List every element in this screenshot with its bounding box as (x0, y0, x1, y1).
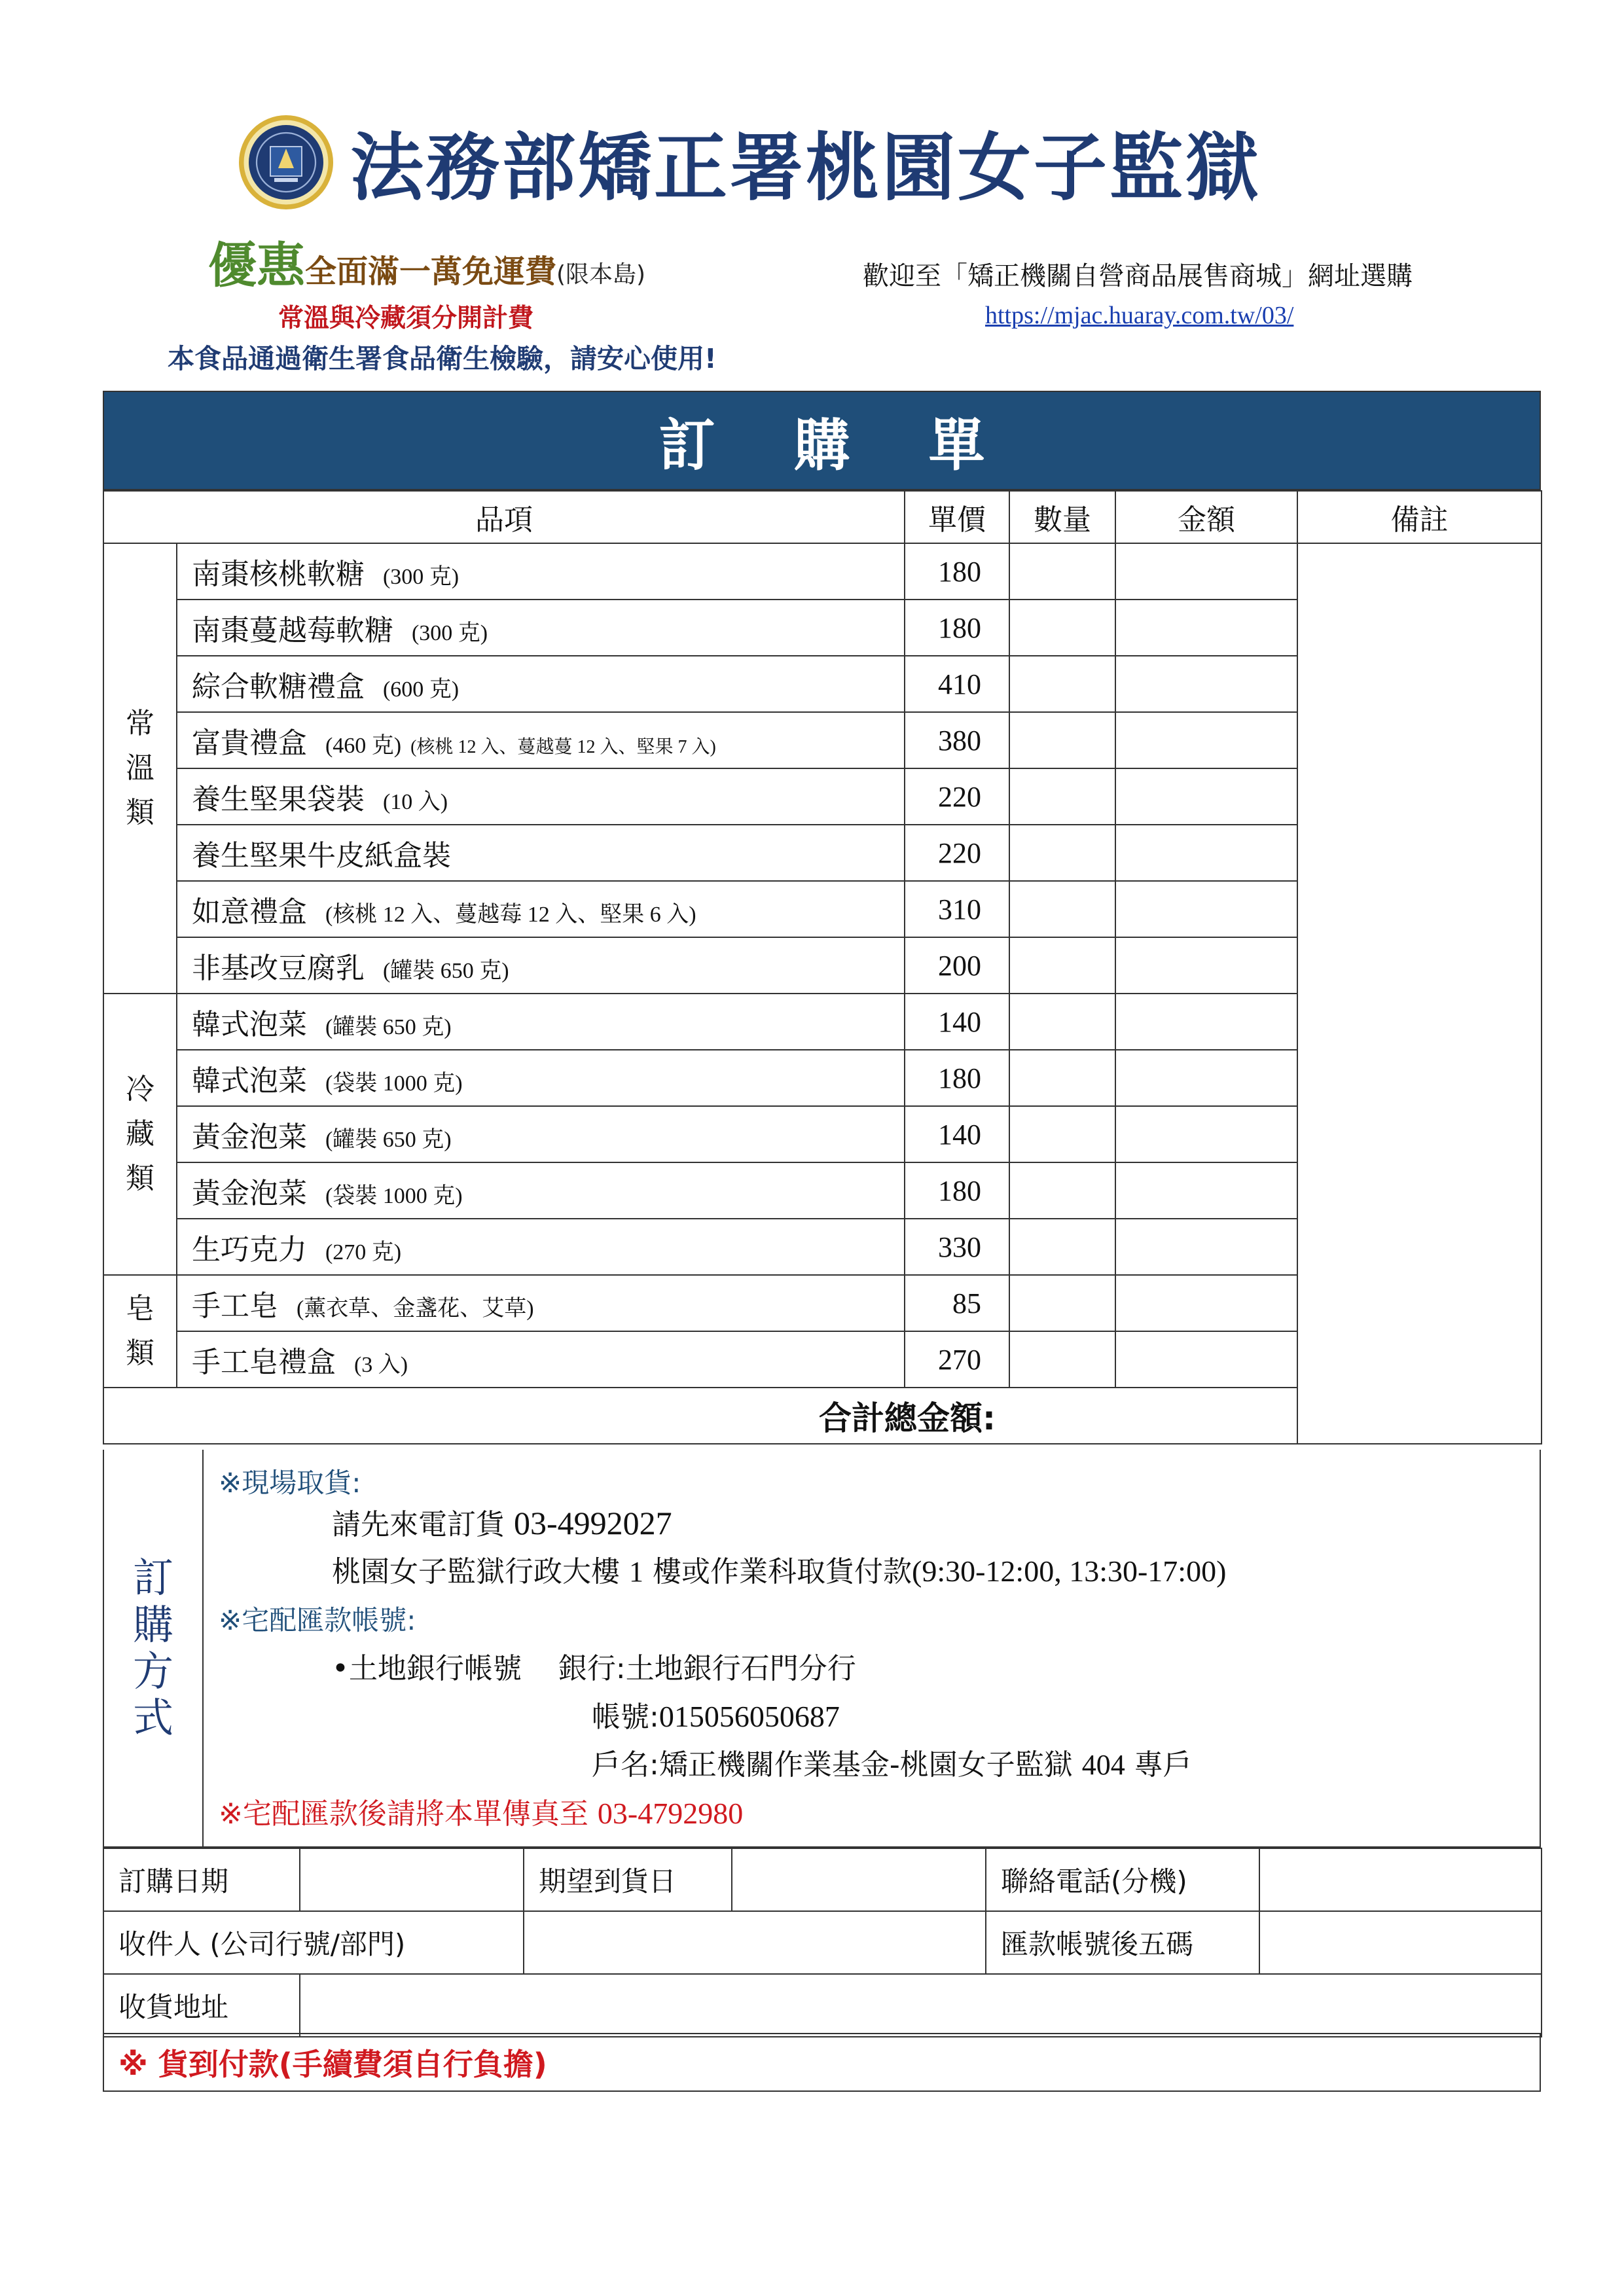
fax-number: 03-4792980 (597, 1797, 744, 1830)
item-price: 220 (905, 768, 1009, 825)
qty-field[interactable] (1009, 1331, 1115, 1388)
item-note: (袋裝 1000 克) (325, 1184, 463, 1208)
item-note: (460 克) (325, 734, 402, 758)
emblem-logo (237, 113, 335, 211)
promo-big: 優惠 (208, 238, 305, 294)
col-header-amount: 金額 (1115, 491, 1297, 543)
amount-field[interactable] (1115, 1331, 1297, 1388)
expected-date-field[interactable] (732, 1848, 986, 1911)
item-name-cell (177, 825, 905, 881)
amount-field[interactable] (1115, 656, 1297, 712)
col-header-price: 單價 (905, 491, 1009, 543)
item-price: 180 (905, 1162, 1009, 1219)
amount-field[interactable] (1115, 543, 1297, 600)
order-form-heading (103, 391, 1541, 490)
item-name-cell (177, 1275, 905, 1331)
pickup-phone: 03-4992027 (514, 1505, 672, 1541)
item-name: 南棗核桃軟糖 (192, 558, 365, 591)
address-field[interactable] (300, 1974, 1542, 2037)
holder-line: 戶名:矯正機關作業基金-桃園女子監獄 404 專戶 (592, 1748, 1192, 1782)
item-name: 生巧克力 (192, 1233, 307, 1266)
qty-field[interactable] (1009, 1162, 1115, 1219)
item-note: (3 入) (353, 1353, 408, 1377)
amount-field[interactable] (1115, 1106, 1297, 1162)
account-number: 015056050687 (659, 1700, 840, 1733)
store-url-link[interactable]: https://mjac.huaray.com.tw/03/ (985, 302, 1294, 329)
contact-phone-label: 聯絡電話(分機) (986, 1848, 1259, 1911)
item-name-cell (177, 1106, 905, 1162)
pickup-title: ※現場取貨: (219, 1467, 361, 1499)
item-note: (300 克) (411, 621, 488, 645)
item-name-cell (177, 656, 905, 712)
item-name: 黃金泡菜 (192, 1121, 307, 1154)
amount-field[interactable] (1115, 768, 1297, 825)
delivery-title: ※宅配匯款帳號: (219, 1604, 416, 1636)
table-row (103, 543, 1542, 600)
item-price: 180 (905, 543, 1009, 600)
qty-field[interactable] (1009, 994, 1115, 1050)
amount-field[interactable] (1115, 1219, 1297, 1275)
qty-field[interactable] (1009, 600, 1115, 656)
item-name-cell (177, 600, 905, 656)
item-name-cell (177, 1162, 905, 1219)
recipient-field[interactable] (524, 1911, 986, 1974)
order-method-section (103, 1450, 1541, 1848)
item-name: 韓式泡菜 (192, 1008, 307, 1041)
amount-field[interactable] (1115, 1050, 1297, 1106)
item-name: 非基改豆腐乳 (192, 952, 365, 985)
promo-limit: (限本島) (556, 261, 646, 288)
pickup-place-line: 桃園女子監獄行政大樓 1 樓或作業科取貨付款(9:30-12:00, 13:30-17:00) (332, 1554, 1227, 1588)
item-name-cell (177, 994, 905, 1050)
item-note: (袋裝 1000 克) (325, 1071, 463, 1096)
welcome-text: 歡迎至「矯正機關自營商品展售商城」網址選購 (863, 261, 1413, 291)
item-name: 黃金泡菜 (192, 1177, 307, 1210)
item-name: 養生堅果袋裝 (192, 783, 365, 816)
promo-banner (208, 237, 645, 295)
item-price: 220 (905, 825, 1009, 881)
promo-free-shipping: 全面滿一萬免運費 (305, 253, 557, 290)
item-price: 310 (905, 881, 1009, 937)
category-soap: 皂類 (103, 1275, 177, 1388)
remark-field[interactable] (1297, 543, 1542, 1444)
form-row (103, 1848, 1542, 1911)
amount-field[interactable] (1115, 937, 1297, 994)
category-chilled: 冷藏類 (103, 994, 177, 1275)
item-price: 140 (905, 994, 1009, 1050)
item-note: (薰衣草、金盞花、艾草) (296, 1297, 534, 1321)
qty-field[interactable] (1009, 656, 1115, 712)
col-header-item: 品項 (103, 491, 905, 543)
item-price: 410 (905, 656, 1009, 712)
category-normal: 常溫類 (103, 543, 177, 994)
qty-field[interactable] (1009, 1106, 1115, 1162)
item-price: 140 (905, 1106, 1009, 1162)
order-method-label: 訂購方式 (104, 1450, 204, 1846)
account-line: 帳號:015056050687 (592, 1700, 840, 1734)
cash-on-delivery-note: ※ 貨到付款(手續費須自行負擔) (103, 2033, 1541, 2092)
item-price: 330 (905, 1219, 1009, 1275)
amount-field[interactable] (1115, 881, 1297, 937)
separate-billing-note: 常溫與冷藏須分開計費 (278, 304, 534, 333)
item-name: 手工皂禮盒 (192, 1346, 336, 1379)
order-date-field[interactable] (300, 1848, 524, 1911)
total-label: 合計總金額: (103, 1388, 1297, 1444)
qty-field[interactable] (1009, 1275, 1115, 1331)
order-table (103, 490, 1542, 1444)
recipient-label: 收件人 (公司行號/部門) (103, 1911, 524, 1974)
qty-field[interactable] (1009, 712, 1115, 768)
amount-field[interactable] (1115, 994, 1297, 1050)
item-name: 手工皂 (192, 1289, 278, 1323)
qty-field[interactable] (1009, 1219, 1115, 1275)
item-price: 85 (905, 1275, 1009, 1331)
account-last5-field[interactable] (1259, 1911, 1542, 1974)
expected-date-label: 期望到貨日 (524, 1848, 732, 1911)
item-name-cell (177, 1331, 905, 1388)
qty-field[interactable] (1009, 825, 1115, 881)
item-note: (270 克) (325, 1240, 402, 1265)
item-name-cell (177, 1219, 905, 1275)
item-note: (10 入) (382, 790, 448, 814)
item-name: 南棗蔓越莓軟糖 (192, 614, 393, 647)
item-name: 如意禮盒 (192, 895, 307, 929)
item-name: 養生堅果牛皮紙盒裝 (192, 839, 451, 872)
account-last5-label: 匯款帳號後五碼 (986, 1911, 1259, 1974)
item-name: 富貴禮盒 (192, 726, 307, 760)
item-name-cell (177, 937, 905, 994)
item-price: 380 (905, 712, 1009, 768)
item-note: (600 克) (382, 677, 460, 702)
order-date-label: 訂購日期 (103, 1848, 300, 1911)
col-header-qty: 數量 (1009, 491, 1115, 543)
item-name: 綜合軟糖禮盒 (192, 670, 365, 704)
amount-field[interactable] (1115, 1162, 1297, 1219)
item-note: (300 克) (382, 565, 460, 589)
table-header-row (103, 491, 1542, 543)
form-row (103, 1911, 1542, 1974)
qty-field[interactable] (1009, 881, 1115, 937)
item-note: (罐裝 650 克) (325, 1128, 452, 1152)
amount-field[interactable] (1115, 1275, 1297, 1331)
item-price: 180 (905, 600, 1009, 656)
qty-field[interactable] (1009, 937, 1115, 994)
item-note-detail: (核桃 12 入、蔓越蔓 12 入、堅果 7 入) (410, 737, 716, 757)
amount-field[interactable] (1115, 825, 1297, 881)
pickup-phone-line: 請先來電訂貨 03-4992027 (332, 1505, 672, 1541)
amount-field[interactable] (1115, 600, 1297, 656)
order-heading-text: 訂購單 (659, 413, 1064, 478)
item-note: (罐裝 650 克) (325, 1015, 452, 1039)
amount-field[interactable] (1115, 712, 1297, 768)
item-note: (核桃 12 入、蔓越莓 12 入、堅果 6 入) (325, 903, 696, 927)
address-label: 收貨地址 (103, 1974, 300, 2037)
item-price: 180 (905, 1050, 1009, 1106)
col-header-remark: 備註 (1297, 491, 1542, 543)
customer-info-table (103, 1848, 1542, 2037)
contact-phone-field[interactable] (1259, 1848, 1542, 1911)
inspection-note: 本食品通過衛生署食品衛生檢驗，請安心使用! (168, 343, 717, 374)
item-name-cell (177, 1050, 905, 1106)
item-price: 200 (905, 937, 1009, 994)
item-name-cell (177, 543, 905, 600)
qty-field[interactable] (1009, 768, 1115, 825)
item-name-cell (177, 768, 905, 825)
item-name-cell (177, 881, 905, 937)
item-name: 韓式泡菜 (192, 1064, 307, 1098)
item-price: 270 (905, 1331, 1009, 1388)
fax-line: ※宅配匯款後請將本單傳真至 03-4792980 (219, 1797, 744, 1831)
qty-field[interactable] (1009, 543, 1115, 600)
item-note: (罐裝 650 克) (382, 959, 509, 983)
qty-field[interactable] (1009, 1050, 1115, 1106)
bank-line: •土地銀行帳號 銀行:土地銀行石門分行 (332, 1652, 856, 1685)
form-row (103, 1974, 1542, 2037)
page-title: 法務部矯正署桃園女子監獄 (350, 126, 1261, 211)
item-name-cell (177, 712, 905, 768)
